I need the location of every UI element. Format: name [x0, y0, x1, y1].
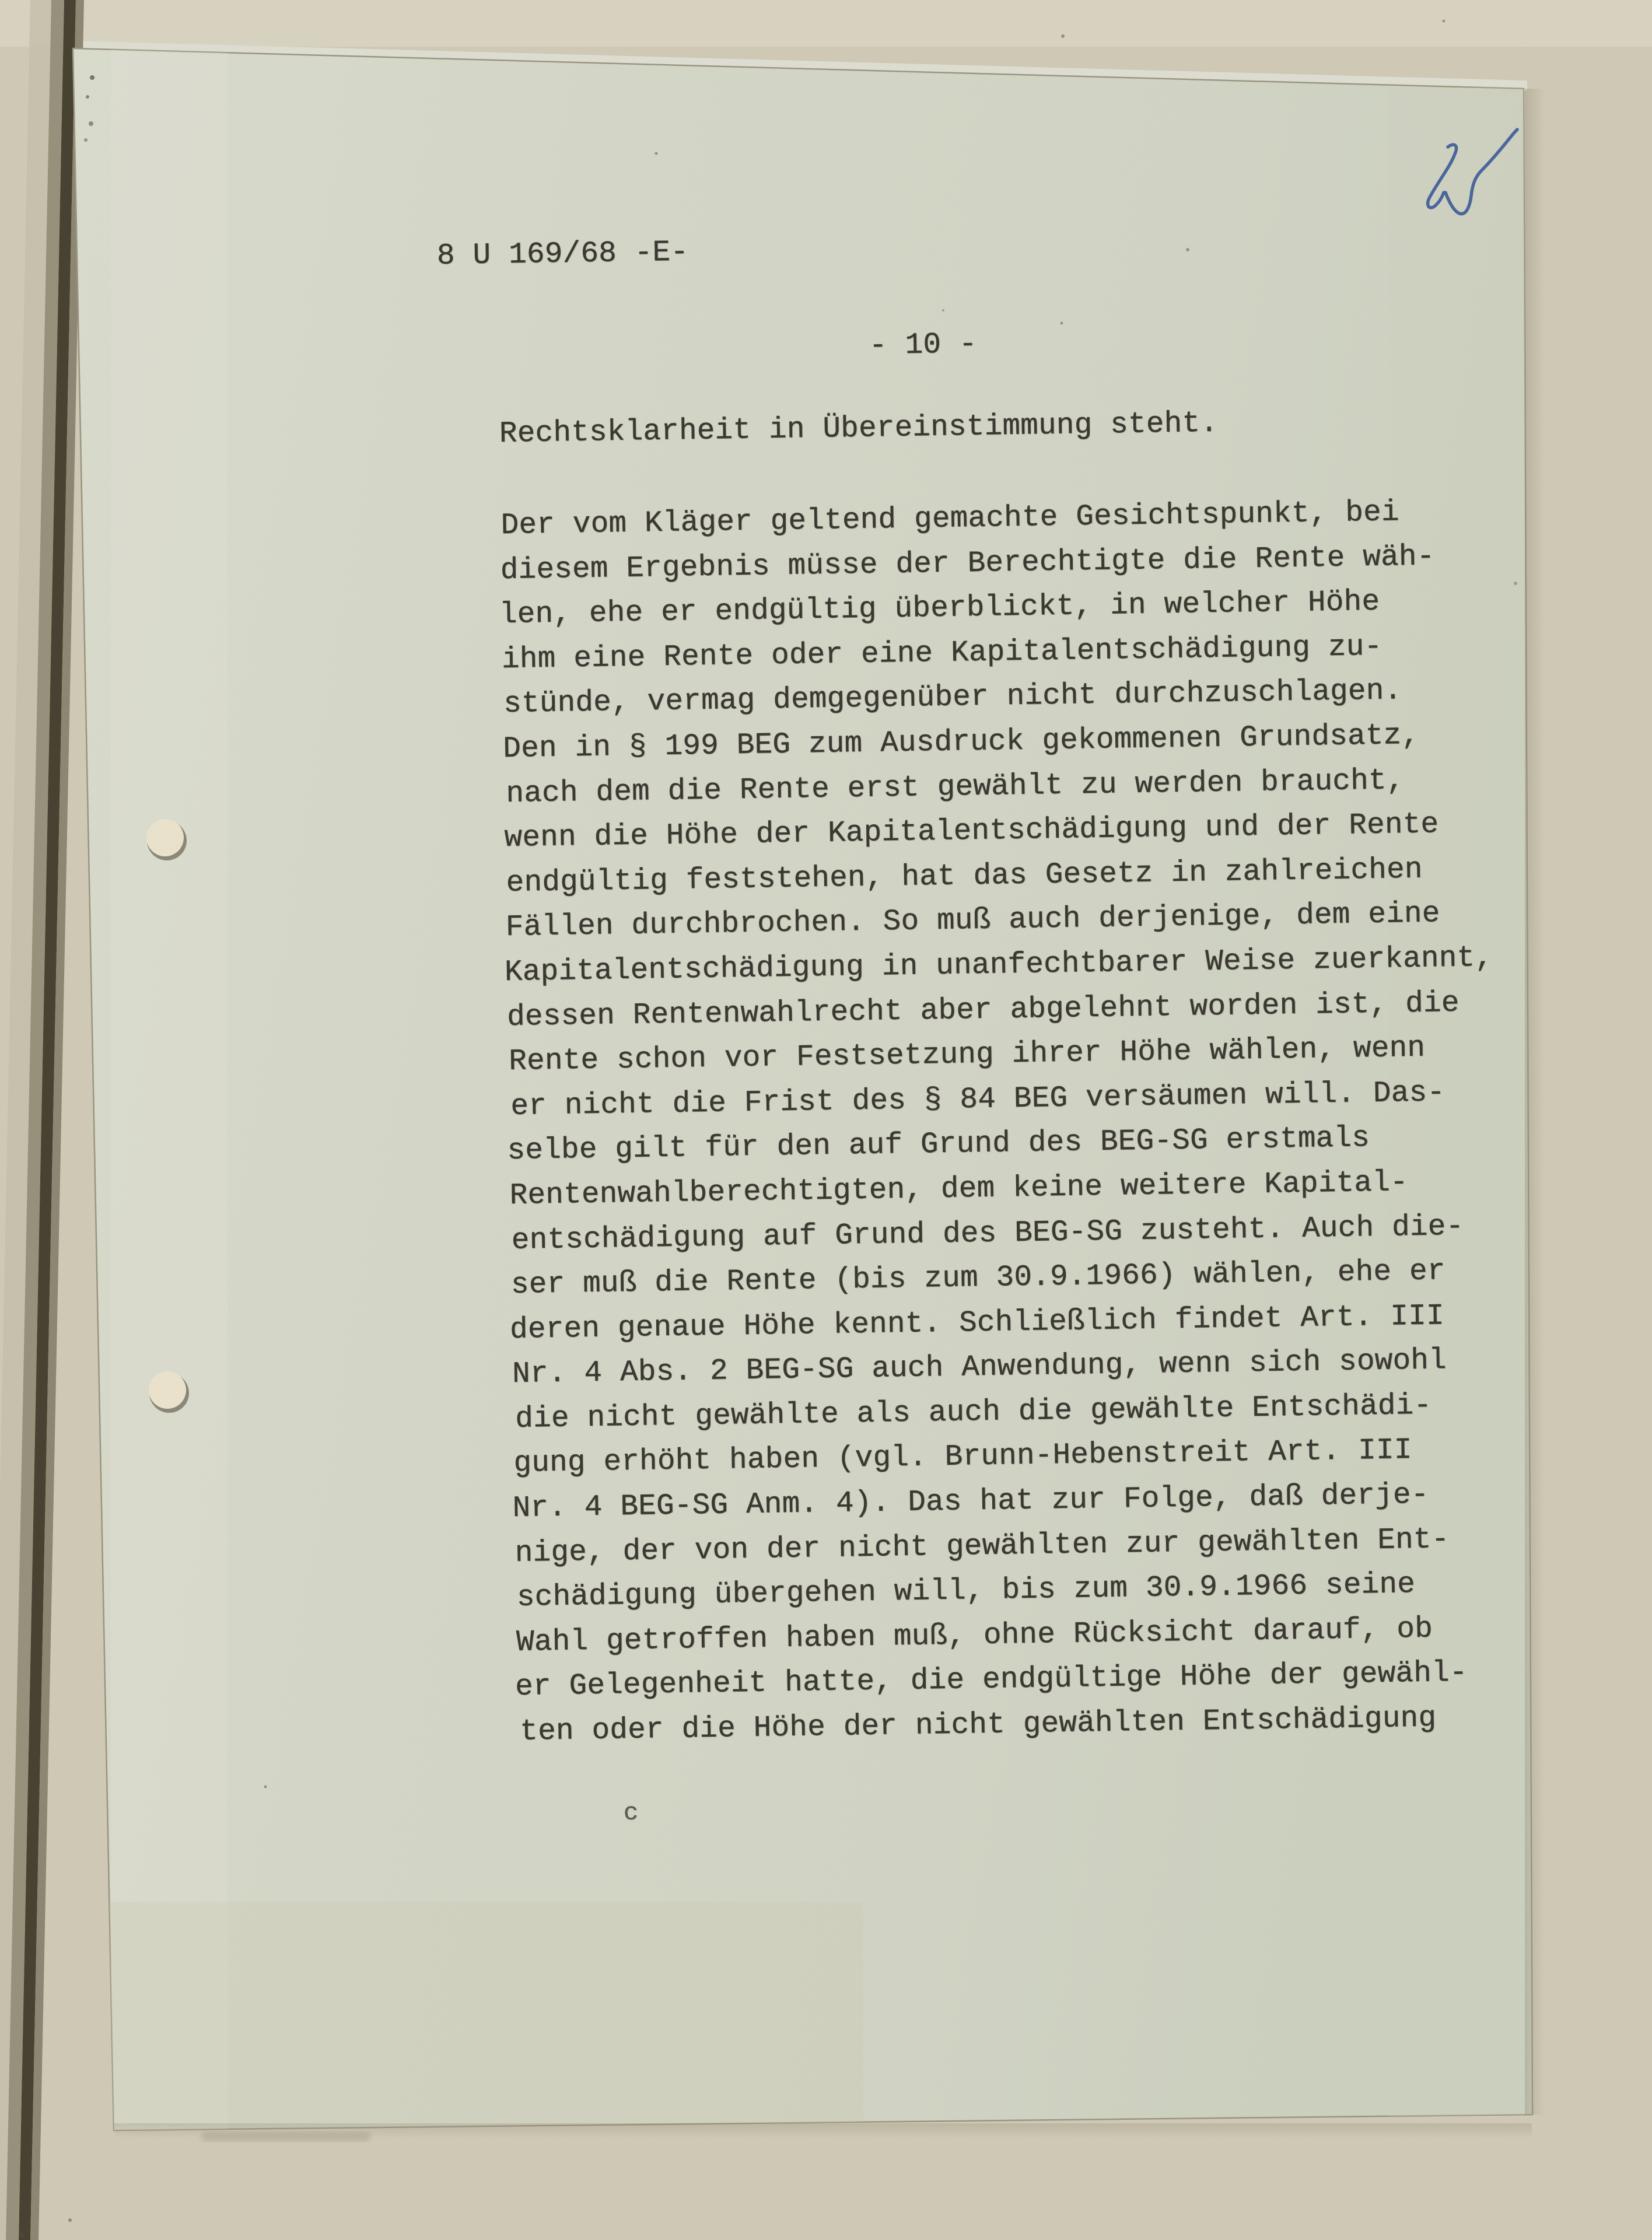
typewritten-line: nach dem die Rente erst gewählt zu werden braucht,: [506, 764, 1405, 811]
typewritten-line: Der vom Kläger geltend gemachte Gesichtspunkt, bei: [501, 496, 1400, 543]
typewritten-line: stünde, vermag demgegenüber nicht durchzuschlagen.: [503, 674, 1402, 722]
typewritten-line: er nicht die Frist des § 84 BEG versäumen will. Das-: [510, 1076, 1446, 1124]
typewritten-line: Kapitalentschädigung in unanfechtbarer Weise zuerkannt,: [504, 941, 1493, 990]
typewritten-line: diesem Ergebnis müsse der Berechtigte die Rente wäh-: [500, 540, 1435, 587]
typewritten-line: deren genaue Höhe kennt. Schließlich findet Art. III: [509, 1299, 1445, 1347]
typewritten-line: Rentenwahlberechtigten, dem keine weitere Kapital-: [509, 1166, 1409, 1213]
typewritten-line: ihm eine Rente oder eine Kapitalentschädigung zu-: [501, 630, 1382, 677]
typewritten-line: ser muß die Rente (bis zum 30.9.1966) wählen, ehe er: [510, 1255, 1446, 1303]
page-number-text: - 10 -: [869, 328, 978, 363]
typewritten-line: Den in § 199 BEG zum Ausdruck gekommenen Grundsatz,: [502, 719, 1420, 766]
typewritten-line: selbe gilt für den auf Grund des BEG-SG erstmals: [507, 1122, 1370, 1168]
typewritten-line: len, ehe er endgültig überblickt, in welcher Höhe: [499, 585, 1380, 632]
typewritten-line: nige, der von der nicht gewählten zur gewählten Ent-: [514, 1522, 1450, 1570]
typewritten-line: Nr. 4 Abs. 2 BEG-SG auch Anwendung, wenn sich sowohl: [512, 1344, 1447, 1392]
typewritten-line: schädigung übergehen will, bis zum 30.9.1966 seine: [516, 1568, 1416, 1615]
typewritten-line: die nicht gewählte als auch die gewählte Entschädi-: [514, 1389, 1432, 1436]
typewritten-line: entschädigung auf Grund des BEG-SG zusteht. Auch die-: [511, 1210, 1464, 1258]
stray-typed-mark: c: [623, 1798, 639, 1827]
typewritten-line: ten oder die Höhe der nicht gewählten Entschädigung: [519, 1702, 1437, 1749]
typewritten-line: Rente schon vor Festsetzung ihrer Höhe wählen, wenn: [508, 1031, 1426, 1079]
typewritten-line: er Gelegenheit hatte, die endgültige Höhe der gewähl-: [514, 1657, 1468, 1704]
typewritten-line: gung erhöht haben (vgl. Brunn-Hebenstreit Art. III: [513, 1434, 1413, 1481]
typewritten-line: wenn die Höhe der Kapitalentschädigung und der Rente: [504, 808, 1439, 856]
typewritten-line: Wahl getroffen haben muß, ohne Rücksicht darauf, ob: [516, 1612, 1433, 1660]
typewritten-line: dessen Rentenwahlrecht aber abgelehnt worden ist, die: [506, 986, 1460, 1034]
case-number-text: 8 U 169/68 -E-: [436, 236, 689, 273]
typewritten-line: Nr. 4 BEG-SG Anm. 4). Das hat zur Folge, daß derje-: [512, 1478, 1429, 1526]
typewritten-line: Fällen durchbrochen. So muß auch derjenige, dem eine: [505, 897, 1440, 945]
intro-line-text: Rechtsklarheit in Übereinstimmung steht.: [499, 407, 1219, 451]
typewritten-line: endgültig feststehen, hat das Gesetz in zahlreichen: [506, 853, 1423, 900]
